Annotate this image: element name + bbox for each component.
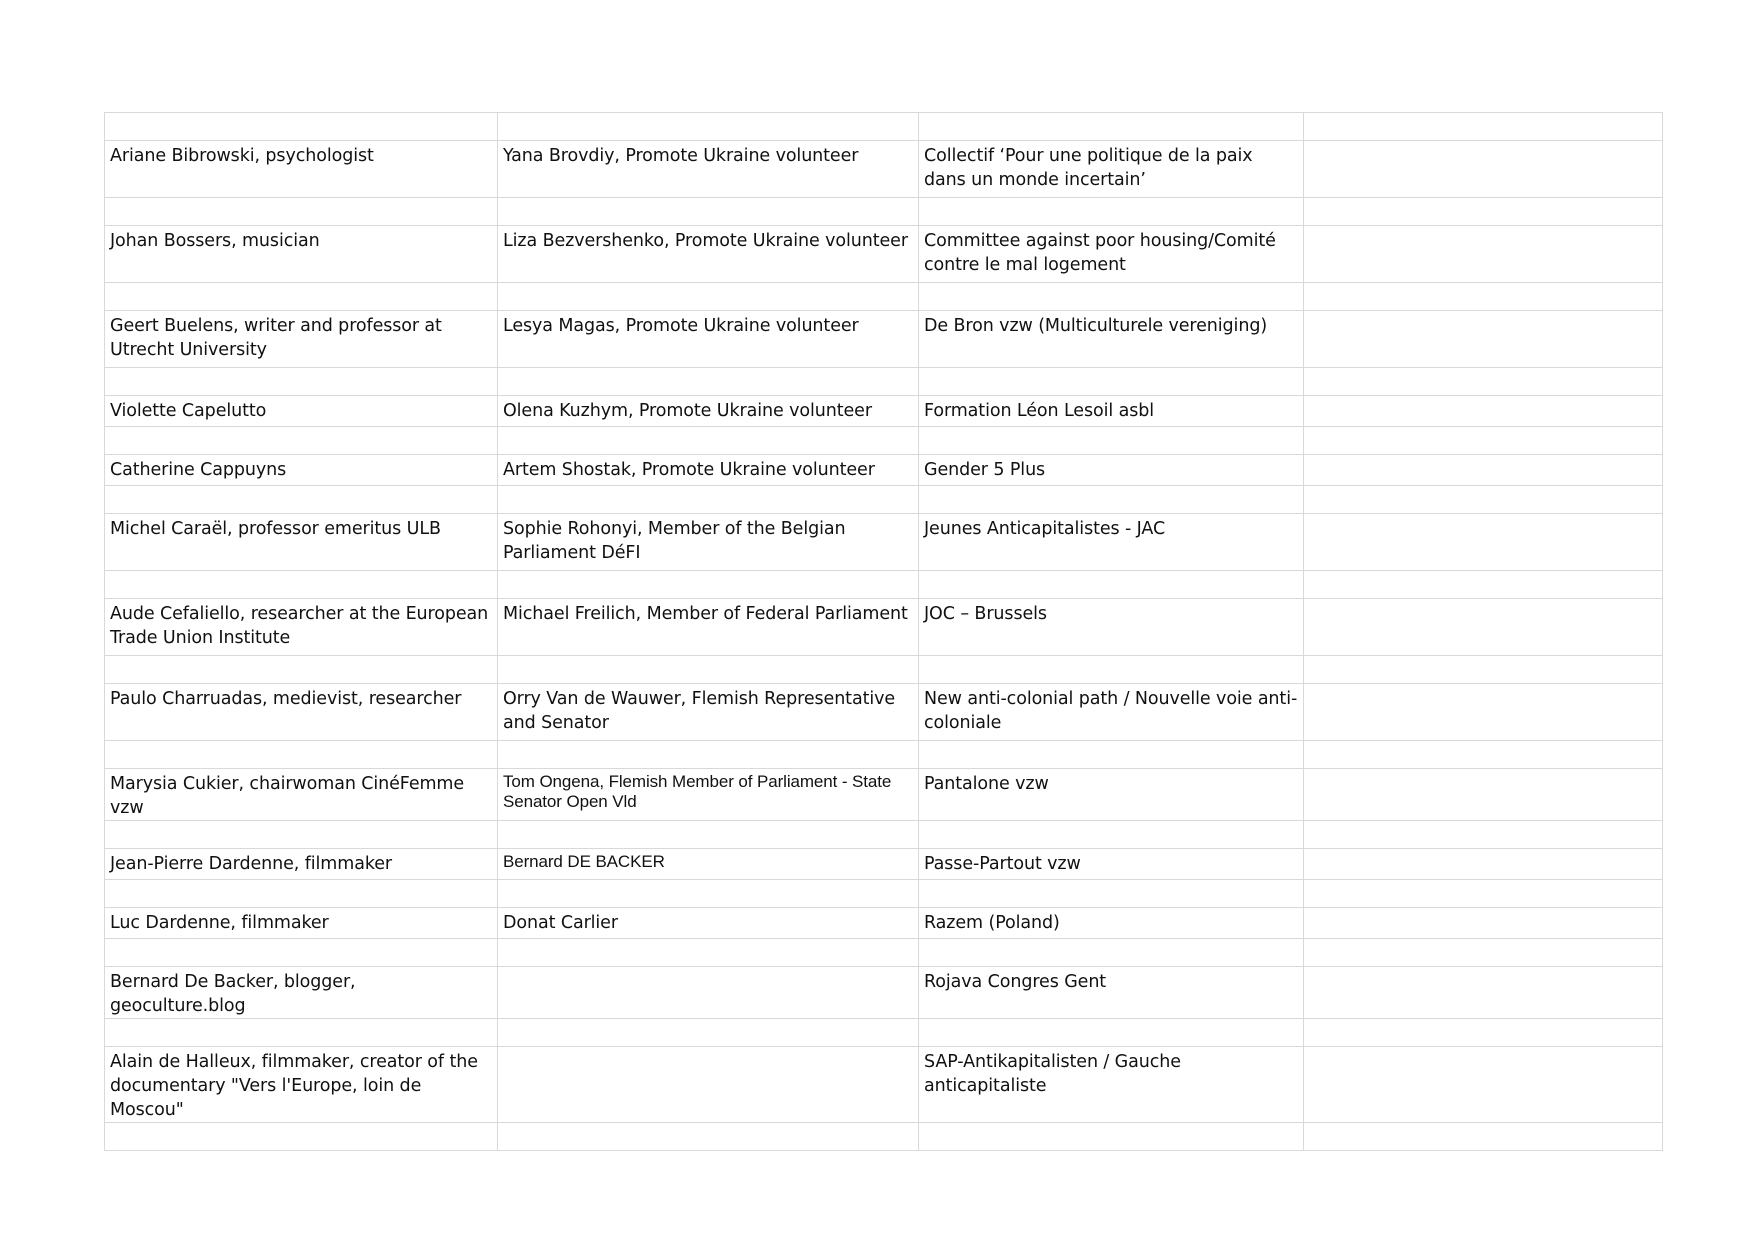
cell <box>919 821 1304 849</box>
cell-volunteer: Liza Bezvershenko, Promote Ukraine volunteer <box>498 226 919 283</box>
cell <box>498 880 919 908</box>
cell <box>498 427 919 455</box>
table-row-empty <box>105 1123 1663 1151</box>
cell-empty <box>1304 967 1663 1019</box>
cell-empty <box>1304 684 1663 741</box>
cell-empty <box>1304 141 1663 198</box>
cell-person: Aude Cefaliello, researcher at the European Trade Union Institute <box>105 599 498 656</box>
cell <box>105 656 498 684</box>
cell-person: Jean-Pierre Dardenne, filmmaker <box>105 849 498 880</box>
cell-volunteer: Donat Carlier <box>498 908 919 939</box>
table-row <box>105 908 1663 939</box>
table-row <box>105 141 1663 198</box>
cell <box>919 1123 1304 1151</box>
table-row <box>105 1047 1663 1123</box>
cell <box>498 486 919 514</box>
cell-volunteer <box>498 967 919 1019</box>
cell <box>1304 821 1663 849</box>
cell <box>105 368 498 396</box>
cell <box>919 571 1304 599</box>
cell <box>105 939 498 967</box>
cell-volunteer: Bernard DE BACKER <box>498 849 919 880</box>
cell-empty <box>1304 908 1663 939</box>
cell <box>919 283 1304 311</box>
cell-person: Paulo Charruadas, medievist, researcher <box>105 684 498 741</box>
cell <box>1304 939 1663 967</box>
cell-organisation: Gender 5 Plus <box>919 455 1304 486</box>
table-row <box>105 967 1663 1019</box>
cell-organisation: Jeunes Anticapitalistes - JAC <box>919 514 1304 571</box>
cell <box>919 939 1304 967</box>
table-row-empty <box>105 486 1663 514</box>
cell <box>105 1123 498 1151</box>
cell <box>1304 1123 1663 1151</box>
cell-person: Bernard De Backer, blogger, geoculture.blog <box>105 967 498 1019</box>
cell <box>919 741 1304 769</box>
table-row-empty <box>105 368 1663 396</box>
cell-person: Catherine Cappuyns <box>105 455 498 486</box>
cell <box>105 486 498 514</box>
cell-empty <box>1304 455 1663 486</box>
cell <box>1304 880 1663 908</box>
cell-organisation: JOC – Brussels <box>919 599 1304 656</box>
cell <box>498 283 919 311</box>
cell <box>498 1019 919 1047</box>
cell-organisation: Razem (Poland) <box>919 908 1304 939</box>
table-row-empty <box>105 198 1663 226</box>
table-row <box>105 849 1663 880</box>
cell-person: Luc Dardenne, filmmaker <box>105 908 498 939</box>
table-row <box>105 514 1663 571</box>
cell-empty <box>1304 226 1663 283</box>
cell <box>919 486 1304 514</box>
cell-person: Johan Bossers, musician <box>105 226 498 283</box>
table-row-empty <box>105 427 1663 455</box>
cell <box>498 113 919 141</box>
cell-volunteer: Sophie Rohonyi, Member of the Belgian Parliament DéFI <box>498 514 919 571</box>
table-row <box>105 396 1663 427</box>
cell <box>105 1019 498 1047</box>
table-row-empty <box>105 741 1663 769</box>
cell-person: Marysia Cukier, chairwoman CinéFemme vzw <box>105 769 498 821</box>
cell <box>105 571 498 599</box>
cell-person: Geert Buelens, writer and professor at Utrecht University <box>105 311 498 368</box>
cell-empty <box>1304 849 1663 880</box>
cell-person: Michel Caraël, professor emeritus ULB <box>105 514 498 571</box>
cell-organisation: Rojava Congres Gent <box>919 967 1304 1019</box>
cell <box>1304 656 1663 684</box>
cell-organisation: Formation Léon Lesoil asbl <box>919 396 1304 427</box>
table-row-empty <box>105 113 1663 141</box>
cell <box>498 368 919 396</box>
table-row-empty <box>105 821 1663 849</box>
table-row <box>105 455 1663 486</box>
cell <box>498 198 919 226</box>
cell <box>1304 486 1663 514</box>
cell <box>919 880 1304 908</box>
cell <box>1304 113 1663 141</box>
cell-empty <box>1304 514 1663 571</box>
cell-volunteer <box>498 1047 919 1123</box>
cell <box>105 880 498 908</box>
cell <box>498 741 919 769</box>
cell-volunteer: Tom Ongena, Flemish Member of Parliament - State Senator Open Vld <box>498 769 919 821</box>
cell <box>105 113 498 141</box>
cell-volunteer: Artem Shostak, Promote Ukraine volunteer <box>498 455 919 486</box>
cell-volunteer: Lesya Magas, Promote Ukraine volunteer <box>498 311 919 368</box>
cell-person: Ariane Bibrowski, psychologist <box>105 141 498 198</box>
cell-organisation: Committee against poor housing/Comité contre le mal logement <box>919 226 1304 283</box>
cell <box>919 368 1304 396</box>
cell <box>498 939 919 967</box>
cell <box>919 427 1304 455</box>
cell-volunteer: Orry Van de Wauwer, Flemish Representative and Senator <box>498 684 919 741</box>
table-row <box>105 684 1663 741</box>
table-row-empty <box>105 1019 1663 1047</box>
cell <box>1304 427 1663 455</box>
cell-person: Violette Capelutto <box>105 396 498 427</box>
cell <box>105 283 498 311</box>
cell <box>919 656 1304 684</box>
cell <box>1304 283 1663 311</box>
cell <box>1304 1019 1663 1047</box>
table-row <box>105 226 1663 283</box>
table-row-empty <box>105 283 1663 311</box>
cell <box>919 1019 1304 1047</box>
cell <box>1304 571 1663 599</box>
cell <box>105 821 498 849</box>
cell-volunteer: Olena Kuzhym, Promote Ukraine volunteer <box>498 396 919 427</box>
cell-empty <box>1304 396 1663 427</box>
table-row <box>105 311 1663 368</box>
cell <box>498 656 919 684</box>
cell-empty <box>1304 311 1663 368</box>
cell <box>1304 741 1663 769</box>
cell-person: Alain de Halleux, filmmaker, creator of the documentary "Vers l'Europe, loin de Moscou" <box>105 1047 498 1123</box>
cell <box>1304 198 1663 226</box>
cell <box>498 1123 919 1151</box>
cell-organisation: SAP-Antikapitalisten / Gauche anticapitaliste <box>919 1047 1304 1123</box>
cell <box>919 198 1304 226</box>
cell-volunteer: Michael Freilich, Member of Federal Parliament <box>498 599 919 656</box>
cell <box>1304 368 1663 396</box>
cell-organisation: Collectif ‘Pour une politique de la paix dans un monde incertain’ <box>919 141 1304 198</box>
cell <box>498 821 919 849</box>
cell-organisation: New anti-colonial path / Nouvelle voie anti-coloniale <box>919 684 1304 741</box>
cell <box>105 741 498 769</box>
table-row-empty <box>105 880 1663 908</box>
table-row <box>105 769 1663 821</box>
table-row-empty <box>105 656 1663 684</box>
cell <box>919 113 1304 141</box>
table-row-empty <box>105 571 1663 599</box>
cell-empty <box>1304 769 1663 821</box>
cell-empty <box>1304 599 1663 656</box>
table-row-empty <box>105 939 1663 967</box>
cell-volunteer: Yana Brovdiy, Promote Ukraine volunteer <box>498 141 919 198</box>
cell-organisation: De Bron vzw (Multiculturele vereniging) <box>919 311 1304 368</box>
cell <box>105 198 498 226</box>
cell-organisation: Pantalone vzw <box>919 769 1304 821</box>
cell-empty <box>1304 1047 1663 1123</box>
cell-organisation: Passe-Partout vzw <box>919 849 1304 880</box>
signatories-table <box>104 112 1663 1151</box>
cell <box>105 427 498 455</box>
table-row <box>105 599 1663 656</box>
cell <box>498 571 919 599</box>
